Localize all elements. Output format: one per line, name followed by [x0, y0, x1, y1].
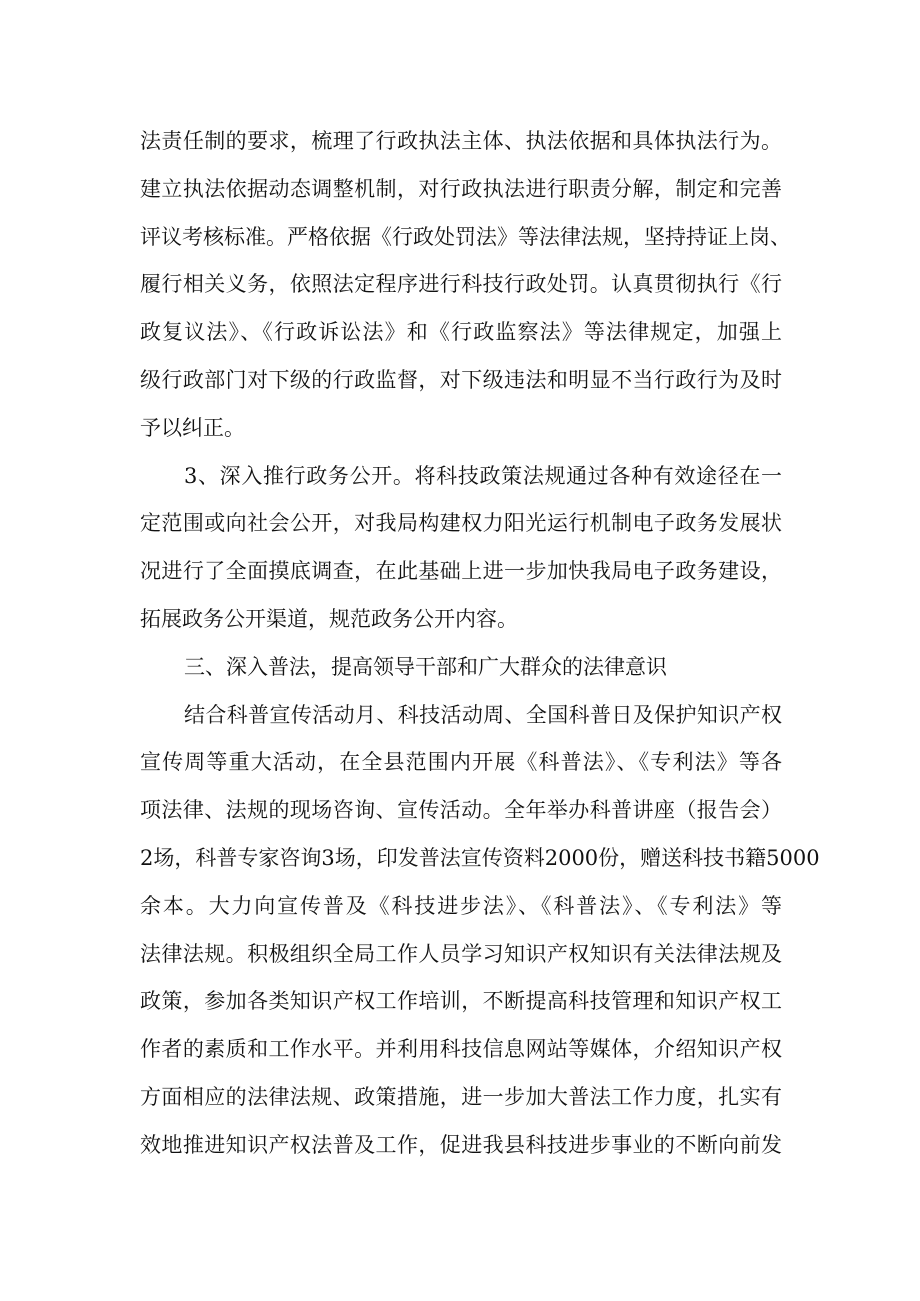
- text-line: 宣传周等重大活动，在全县范围内开展《科普法》、《专利法》等各: [140, 750, 782, 775]
- text-line: 方面相应的法律法规、政策措施，进一步加大普法工作力度，扎实有: [140, 1084, 782, 1109]
- text-line: 级行政部门对下级的行政监督，对下级违法和明显不当行政行为及时: [140, 367, 782, 392]
- text-line: 法责任制的要求，梳理了行政执法主体、执法依据和具体执法行为。: [140, 129, 782, 153]
- text-line: 定范围或向社会公开，对我局构建权力阳光运行机制电子政务发展状: [140, 511, 782, 536]
- text-line: 建立执法依据动态调整机制，对行政执法进行职责分解，制定和完善: [140, 176, 782, 201]
- document-body: [140, 118, 820, 1170]
- text-line: 予以纠正。: [140, 415, 245, 440]
- text-line: 况进行了全面摸底调查，在此基础上进一步加快我局电子政务建设，: [140, 559, 782, 584]
- text-line: 政复议法》、《行政诉讼法》和《行政监察法》等法律规定，加强上: [140, 320, 782, 345]
- text-line: 评议考核标准。严格依据《行政处罚法》等法律法规，坚持持证上岗、: [140, 224, 791, 249]
- text-line: 政策，参加各类知识产权工作培训，不断提高科技管理和知识产权工: [140, 989, 782, 1014]
- paragraph-start-line: 3、深入推行政务公开。将科技政策法规通过各种有效途径在一: [184, 463, 782, 488]
- text-line: 履行相关义务，依照法定程序进行科技行政处罚。认真贯彻执行《行: [140, 272, 782, 297]
- text-line: 效地推进知识产权法普及工作，促进我县科技进步事业的不断向前发: [140, 1132, 782, 1157]
- text-line: 作者的素质和工作水平。并利用科技信息网站等媒体，介绍知识产权: [140, 1037, 782, 1062]
- text-line: 2场，科普专家咨询3场，印发普法宣传资料2000份，赠送科技书籍5000: [140, 845, 820, 870]
- paragraph-start-line: 结合科普宣传活动月、科技活动周、全国科普日及保护知识产权: [184, 702, 782, 727]
- text-line: 拓展政务公开渠道，规范政务公开内容。: [140, 606, 518, 631]
- text-line: 法律法规。积极组织全局工作人员学习知识产权知识有关法律法规及: [140, 941, 782, 966]
- text-line: 余本。大力向宣传普及《科技进步法》、《科普法》、《专利法》等: [140, 893, 782, 918]
- section-heading: 三、深入普法，提高领导干部和广大群众的法律意识: [184, 654, 667, 679]
- text-line: 项法律、法规的现场咨询、宣传活动。全年举办科普讲座（报告会）: [140, 798, 782, 823]
